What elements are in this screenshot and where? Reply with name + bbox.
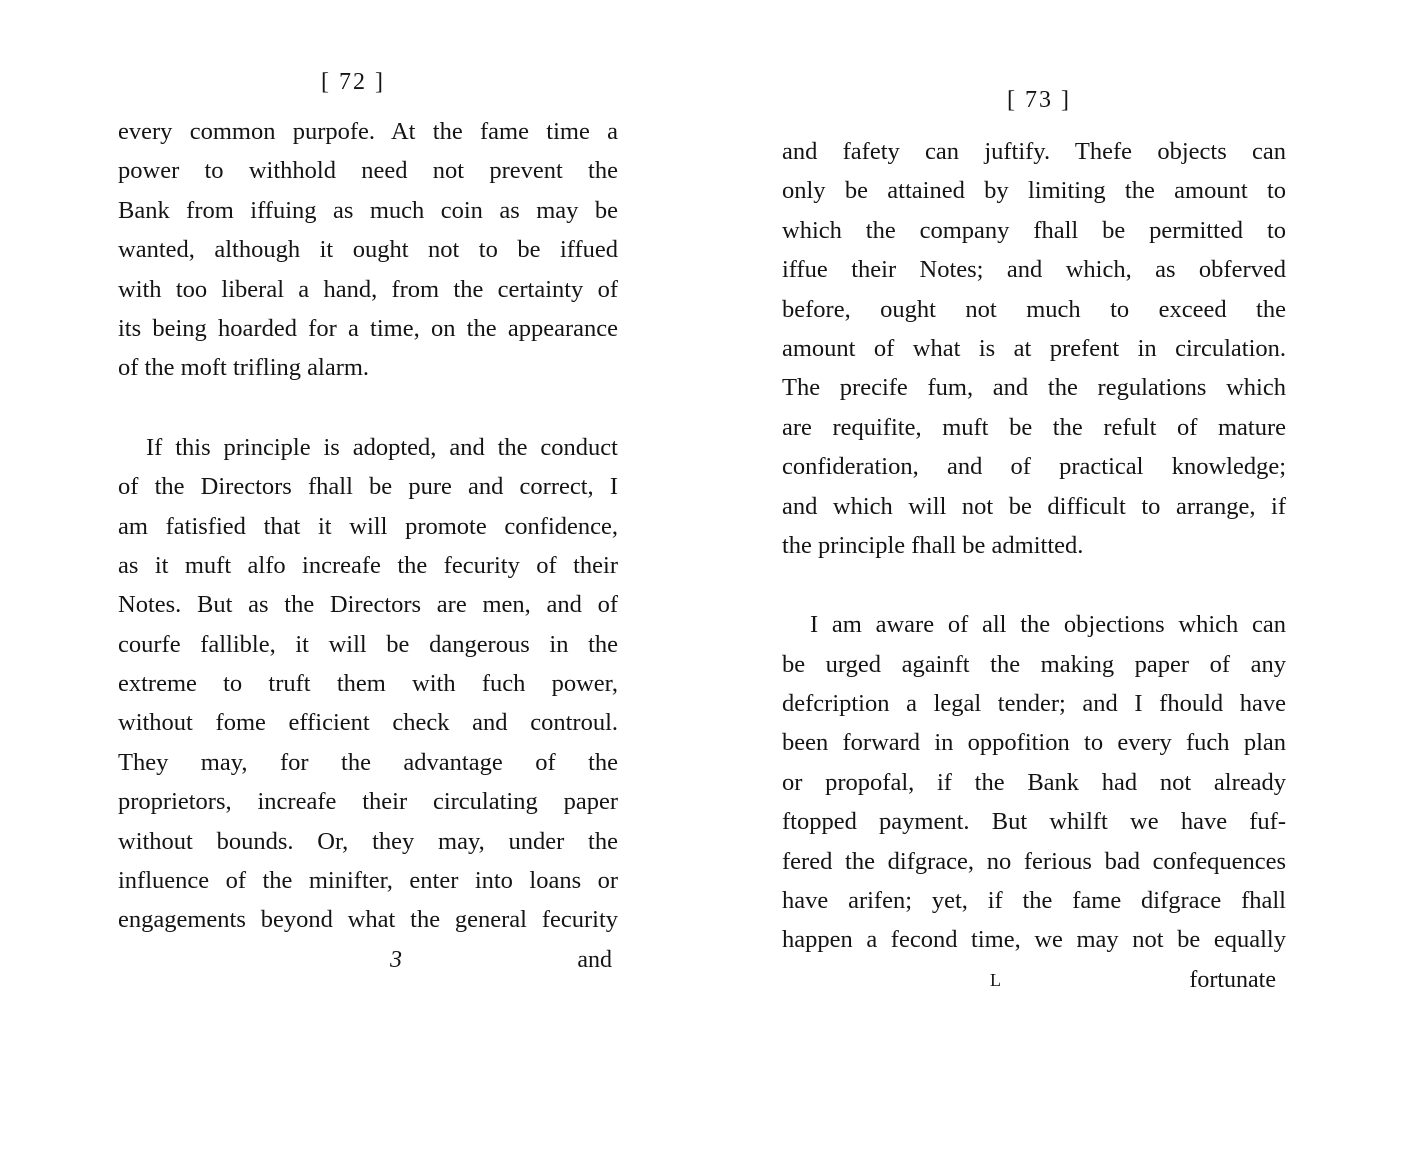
text-line: proprietors, increafe their circulating paper [118, 788, 618, 816]
text-line: If this principle is adopted, and the conduct [146, 433, 618, 461]
text-line: They may, for the advantage of the [118, 748, 618, 776]
text-line: before, ought not much to exceed the [782, 295, 1286, 323]
text-line: am fatisfied that it will promote confidence, [118, 512, 618, 540]
text-line: power to withhold need not prevent the [118, 157, 618, 185]
page-number: [ 72 ] [321, 69, 385, 95]
text-line: have arifen; yet, if the fame difgrace fhall [782, 887, 1286, 915]
text-line: influence of the minifter, enter into loans or [118, 867, 618, 895]
text-line: of the moft trifling alarm. [118, 354, 370, 382]
text-line: fered the difgrace, no ferious bad confequences [782, 847, 1286, 875]
text-line: its being hoarded for a time, on the appearance [118, 314, 618, 342]
text-line: Notes. But as the Directors are men, and of [118, 591, 618, 619]
catchword: fortunate [1189, 966, 1276, 993]
text-line: without fome efficient check and controul. [118, 709, 618, 737]
text-line: every common purpofe. At the fame time a [118, 118, 618, 145]
page-number: [ 73 ] [1007, 87, 1071, 113]
paragraph [118, 112, 618, 388]
text-line: are requifite, muft be the refult of mature [782, 413, 1286, 441]
text-line: wanted, although it ought not to be iffued [118, 236, 618, 264]
text-line: Bank from iffuing as much coin as may be [118, 196, 618, 224]
text-line: courfe fallible, it will be dangerous in the [118, 630, 618, 658]
text-line: and fafety can juftify. Thefe objects can [782, 138, 1286, 165]
text-line: or propofal, if the Bank had not already [782, 768, 1286, 796]
text-line: iffue their Notes; and which, as obferved [782, 256, 1286, 284]
text-line: defcription a legal tender; and I fhould have [782, 690, 1286, 718]
text-line: confideration, and of practical knowledge; [782, 453, 1286, 481]
signature-mark: L [990, 969, 1001, 990]
text-line: with too liberal a hand, from the certainty of [118, 275, 618, 303]
text-line: engagements beyond what the general fecurity [118, 906, 618, 934]
page-footer [782, 960, 1286, 1000]
text-line: without bounds. Or, they may, under the [118, 827, 618, 855]
text-line: amount of what is at prefent in circulation. [782, 334, 1286, 362]
text-line: which the company fhall be permitted to [782, 216, 1286, 244]
text-line: been forward in oppofition to every fuch plan [782, 729, 1286, 757]
text-line: happen a fecond time, we may not be equally [782, 926, 1286, 954]
signature-mark: 3 [390, 946, 402, 973]
text-line: as it muft alfo increafe the fecurity of their [118, 551, 618, 579]
paragraph [782, 605, 1286, 960]
catchword: and [577, 946, 612, 973]
paragraph [118, 428, 618, 940]
text-line: and which will not be difficult to arrange, if [782, 492, 1286, 520]
text-line: of the Directors fhall be pure and correct, I [118, 473, 618, 501]
text-line: The precife fum, and the regulations which [782, 374, 1286, 402]
paragraph [782, 132, 1286, 565]
right-page [782, 80, 1286, 1000]
text-line: ftopped payment. But whilft we have fuf- [782, 808, 1286, 836]
text-line: only be attained by limiting the amount to [782, 177, 1286, 205]
left-page [118, 62, 618, 980]
text-line: be urged againft the making paper of any [782, 650, 1286, 678]
text-line: I am aware of all the objections which can [810, 611, 1286, 639]
page-footer [118, 940, 618, 980]
text-line: extreme to truft them with fuch power, [118, 670, 618, 698]
text-line: the principle fhall be admitted. [782, 531, 1084, 559]
